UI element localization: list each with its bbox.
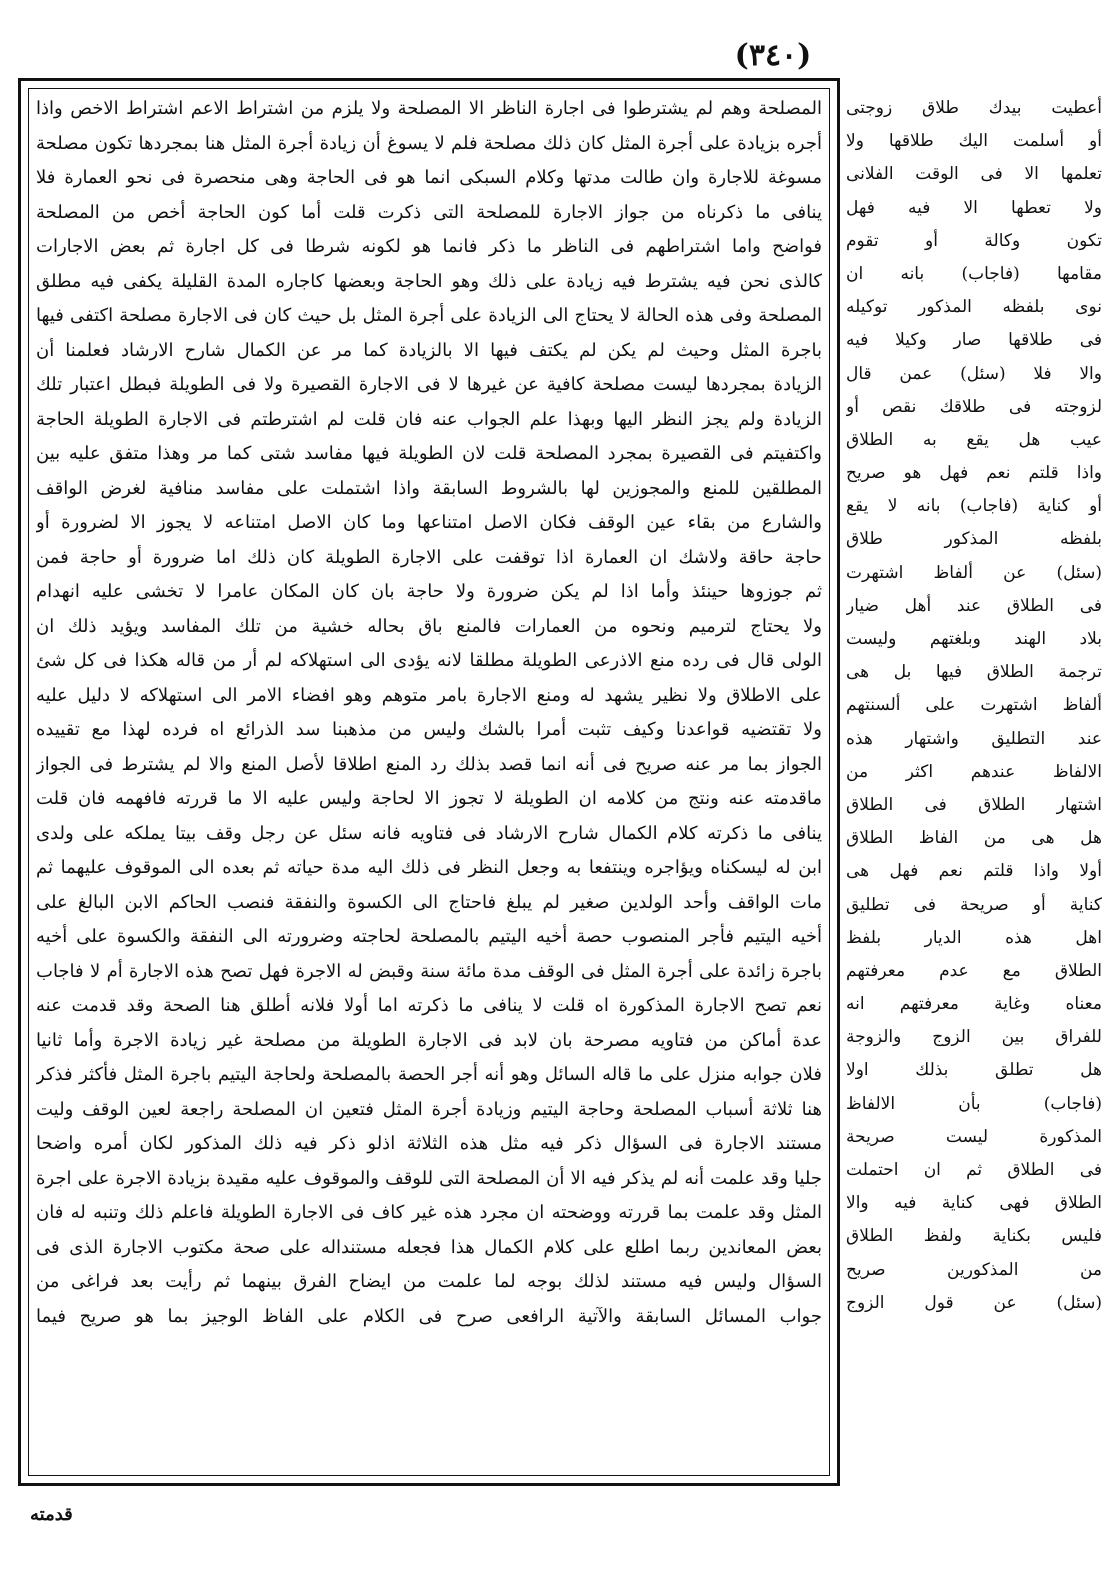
main-text-line: الزيادة بمجردها ليست مصلحة كافية عن غيرها لا فى الاجارة القصيرة ولا فى الطويلة فبطل اعتبار تلك	[36, 374, 822, 395]
main-text-line: السؤال وليس فيه مستند لذلك بوجه لما علمت من ايضاح الفرق بينهما ثم رأيت بعد فراغى من	[36, 1271, 822, 1292]
main-text-line: المثل وقد علمت بما قررته ووضحته ان مجرد هذه غير كاف فى الاجارة الطويلة فاعلم ذلك وتنبه له فان	[36, 1202, 822, 1223]
main-text-line: المصلحة وفى هذه الحالة لا يحتاج الى الزيادة على أجرة المثل بل حيث كان فى الاجارة مصلحة اكتفى فيها	[36, 305, 822, 326]
main-text-line: ولا يحتاج لترميم ونحوه من العمارات فالمنع باق بحاله خشية من تلك المفاسد ويؤيد ذلك ان	[36, 615, 822, 637]
main-text-line: ينافى ما ذكرته كلام الكمال شارح الارشاد فى فتاويه فانه سئل عن رجل وقف بيتا يملكه على ولدى	[36, 822, 822, 844]
margin-text-line: فى الطلاق ثم ان احتملت	[846, 1160, 1102, 1180]
margin-text-line: عيب هل يقع به الطلاق	[846, 429, 1102, 450]
margin-text-line: أولا واذا قلتم نعم فهل هى	[846, 861, 1102, 882]
margin-text-line: (سئل) عن قول الزوج	[846, 1292, 1102, 1313]
margin-text-line: ألفاظ اشتهرت على ألسنتهم	[846, 695, 1102, 716]
main-text-line: والشارع من بقاء عين الوقف فكان الاصل امتناعها وما كان الاصل امتناعه لا يجوز الا لضرورة أو	[36, 512, 822, 533]
main-text-line: هنا ثلاثة أسباب المصلحة وحاجة اليتيم وزيادة أجرة المثل فتعين ان المصلحة راجعة لعين الوقف وليت	[36, 1098, 822, 1120]
main-text-line: أجره بزيادة على أجرة المثل كان ذلك مصلحة فلم لا يسوغ أن زيادة أجرة المثل هنا بمجردها تكون مصلحة	[36, 132, 822, 154]
margin-text-line: فى الطلاق عند أهل ضيار	[846, 595, 1102, 616]
main-text-line: ثم جوزوها حينئذ وأما اذا لم يكن ضرورة ولا حاجة بان كان المكان عامرا لا تخشى عليه انهدام	[36, 581, 822, 602]
main-text-line: ينافى ما ذكرناه من جواز الاجارة للمصلحة التى ذكرت قلت أما كون الحاجة أخص من المصلحة	[36, 201, 822, 223]
main-text-line: حاجة حاقة ولاشك ان العمارة اذا توقفت على الاجارة الطويلة كان ذلك اما ضرورة أو حاجة فمن	[36, 546, 822, 568]
margin-commentary-column	[846, 92, 1102, 1432]
margin-text-line: أعطيت بيدك طلاق زوجتى	[846, 98, 1102, 118]
margin-text-line: الطلاق مع عدم معرفتهم	[846, 960, 1102, 981]
margin-text-line: (سئل) عن ألفاظ اشتهرت	[846, 562, 1102, 583]
main-text-line: مسوغة للاجارة وان طالت مدتها وكلام السبكى انما هو فى الحاجة وهى منحصرة فى نحو العمارة فلا	[36, 167, 822, 188]
margin-text-line: بلاد الهند وبلغتهم وليست	[846, 629, 1102, 649]
main-text-line: الولى قال فى رده منع الاذرعى الطويلة مطلقا لانه يؤدى الى استهلاكه لم أر من قاله هكذا فى كل شئ	[36, 650, 822, 671]
margin-text-line: تعلمها الا فى الوقت الفلانى	[846, 164, 1102, 185]
margin-text-line: نوى بلفظه المذكور توكيله	[846, 297, 1102, 318]
main-text-line: الجواز بما مر عنه صريح فى أنه انما قصد بذلك رد المنع اطلاقا لأصل المنع والا لم يشترط فى الجواز	[36, 753, 822, 775]
main-text-line: عدة أماكن من فتاويه مصرحة بان لابد فى الاجارة الطويلة من مصلحة غير زيادة الاجرة وأما ثانيا	[36, 1029, 822, 1051]
margin-text-line: فليس بكناية ولفظ الطلاق	[846, 1226, 1102, 1247]
main-text-line: فواضح واما اشتراطهم فى الناظر ما ذكر فانما هو لكونه شرطا فى كل اجارة ثم بعض الاجارات	[36, 236, 822, 257]
margin-text-line: والا فلا (سئل) عمن قال	[846, 363, 1102, 384]
main-text-line: أخيه اليتيم فأجر المنصوب حصة أخيه اليتيم بالمصلحة لحاجته وضرورته الى النفقة والكسوة على أخيه	[36, 926, 822, 947]
main-text-column	[36, 92, 822, 1472]
main-text-line: فلان جوابه منزل على ما قاله السائل وهو أنه أجر الحصة بالمصلحة ولحاجة اليتيم باجرة المثل فأكثر فذكر	[36, 1064, 822, 1085]
main-text-line: على الاطلاق ولا نظير يشهد له ومنع الاجارة بامر متوهم وهو افضاء الامر الى استهلاكه لا دليل عليه	[36, 684, 822, 706]
margin-text-line: كناية أو صريحة فى تطليق	[846, 894, 1102, 915]
margin-text-line: لزوجته فى طلاقك نقص أو	[846, 396, 1102, 417]
main-text-line: نعم تصح الاجارة المذكورة اه قلت لا ينافى ما ذكرته اما أولا فلانه أطلق هنا الصحة وقد قدمت عنه	[36, 995, 822, 1016]
margin-text-line: معناه وغاية معرفتهم انه	[846, 994, 1102, 1015]
margin-text-line: واذا قلتم نعم فهل هو صريح	[846, 463, 1102, 484]
main-text-line: مستند الاجارة فى السؤال ذكر فيه مثل هذه الثلاثة اذلو ذكر فيه ذلك المذكور لكان أمره واضحا	[36, 1133, 822, 1154]
main-text-line: المطلقين للمنع والمجوزين لها بالشروط السابقة واذا اشتملت على مفاسد منافية لغرض الواقف	[36, 477, 822, 499]
page-number: (٣٤٠)	[734, 38, 812, 73]
main-text-line: الزيادة ولم يجز النظر اليها وبهذا علم الجواب عنه فان قلت لم اشترطتم فى الاجارة الطويلة الحاجة	[36, 408, 822, 430]
main-text-line: ماقدمته عنه ونتج من كلامه ان الطويلة لا تجوز الا لحاجة وليس عليه الا ما قررته فافهمه فان قلت	[36, 788, 822, 809]
main-text-line: واكتفيتم فى القصيرة بمجرد المصلحة قلت لان الطويلة فيها مفاسد شتى كما مر وهذا متفق عليه بين	[36, 443, 822, 464]
margin-text-line: تكون وكالة أو تقوم	[846, 230, 1102, 251]
margin-text-line: اشتهار الطلاق فى الطلاق	[846, 794, 1102, 815]
main-text-line: باجرة زائدة على أجرة المثل فى الوقف مدة مائة سنة وقبض له الاجرة فهل تصح هذه الاجارة أم لا فاجاب	[36, 960, 822, 982]
margin-text-line: عند التطليق واشتهار هذه	[846, 728, 1102, 749]
margin-text-line: بلفظه المذكور طلاق	[846, 529, 1102, 550]
main-text-line: جواب المسائل السابقة والآتية الرافعى صرح فى الكلام على الفاظ الوجيز بما هو صريح فيما	[36, 1305, 822, 1327]
margin-text-line: أو أسلمت اليك طلاقها ولا	[846, 131, 1102, 152]
margin-text-line: الالفاظ عندهم اكثر من	[846, 761, 1102, 782]
margin-text-line: ولا تعطها الا فيه فهل	[846, 197, 1102, 218]
main-text-line: كالذى نحن فيه يشترط فيه زيادة على ذلك وهو الحاجة وبعضها كاجاره المدة القليلة يكفى فيه مطلق	[36, 270, 822, 292]
margin-text-line: فى طلاقها صار وكيلا فيه	[846, 330, 1102, 351]
margin-text-line: للفراق بين الزوج والزوجة	[846, 1027, 1102, 1048]
main-text-line: جليا وقد علمت أنه لم يذكر فيه الا أن المصلحة التى للوقف والموقوف عليه مقيدة بزيادة الاجرة على اجرة	[36, 1167, 822, 1189]
main-text-line: بعض المعاندين ربما اطلع على كلام الكمال هذا فجعله مستنداله على صحة مكتوب الاجارة الذى فى	[36, 1236, 822, 1258]
margin-text-line: اهل هذه الديار بلفظ	[846, 927, 1102, 948]
margin-text-line: من المذكورين صريح	[846, 1259, 1102, 1280]
margin-text-line: هل هى من الفاظ الطلاق	[846, 828, 1102, 849]
margin-text-line: الطلاق فهى كناية فيه والا	[846, 1193, 1102, 1214]
catchword: قدمته	[30, 1504, 73, 1525]
margin-text-line: هل تطلق بذلك اولا	[846, 1060, 1102, 1081]
main-text-line: ولا تقتضيه قواعدنا وكيف تثبت أمرا بالشك وليس من مذهبنا سد الذرائع اه فرده لهذا مع تقييده	[36, 719, 822, 740]
main-text-line: مات الواقف وأحد الولدين صغير لم يبلغ فاحتاج الى الكسوة والنفقة فنصب الحاكم الابن البالغ على	[36, 891, 822, 913]
margin-text-line: (فاجاب) بأن الالفاظ	[846, 1093, 1102, 1114]
main-text-line: المصلحة وهم لم يشترطوا فى اجارة الناظر الا المصلحة ولا يلزم من اشتراط الاعم اشتراط الاخص واذا	[36, 98, 822, 119]
margin-text-line: ترجمة الطلاق فيها بل هى	[846, 662, 1102, 683]
margin-text-line: المذكورة ليست صريحة	[846, 1126, 1102, 1147]
margin-text-line: أو كناية (فاجاب) بانه لا يقع	[846, 496, 1102, 517]
main-text-line: باجرة المثل وحيث لم يكن لم يكتف فيها الا بالزيادة كما مر عن الكمال شارح الارشاد فعلمنا أن	[36, 339, 822, 361]
main-text-line: ابن له ليسكناه ويؤاجره وينتفعا به وجعل النظر فى ذلك اليه مدة حياته ثم بعده الى الموقوف عليهما ثم	[36, 857, 822, 878]
margin-text-line: مقامها (فاجاب) بانه ان	[846, 263, 1102, 284]
